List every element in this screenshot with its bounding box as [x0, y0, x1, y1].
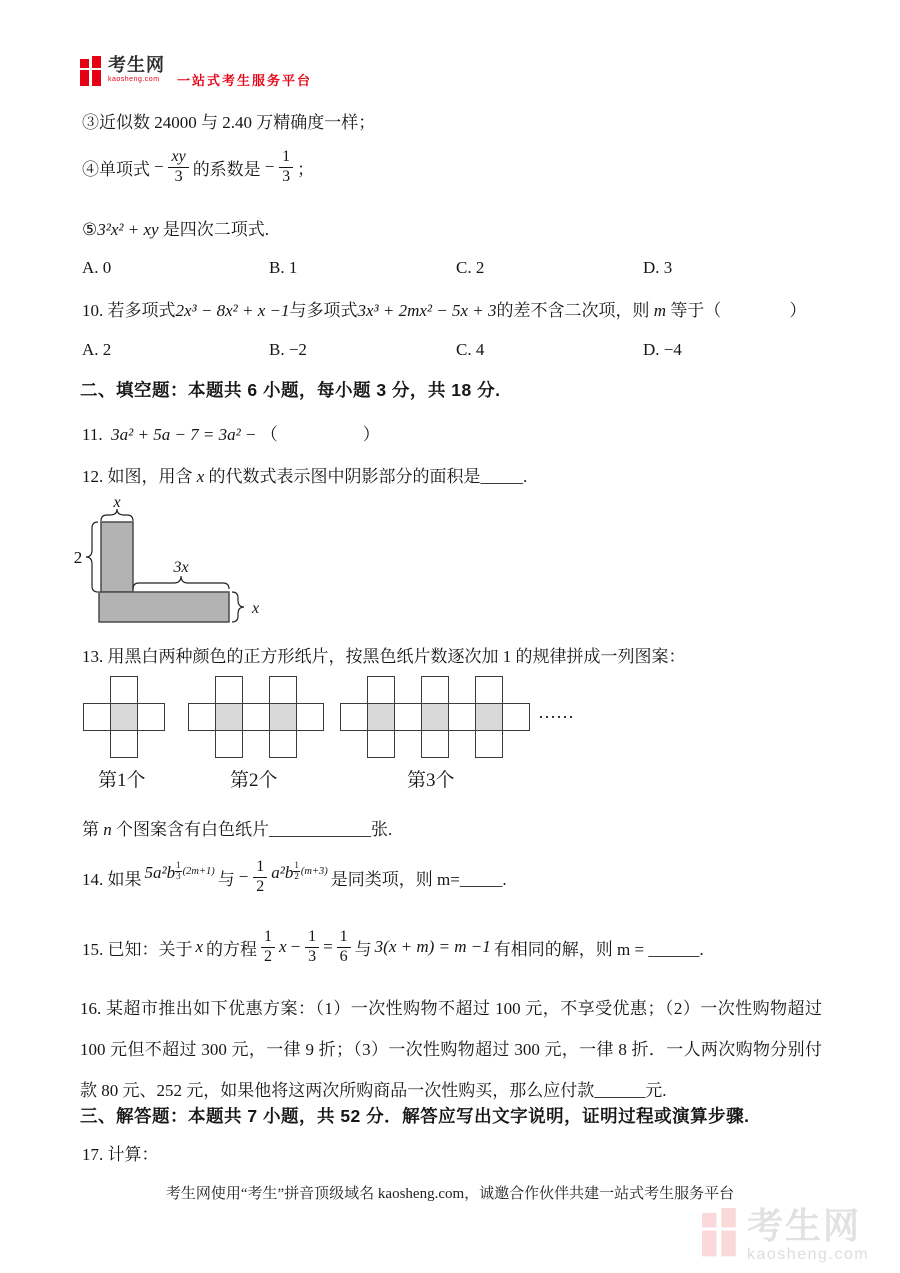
q15-pre: 15. 已知：关于 — [82, 939, 193, 959]
white-paper-cell — [110, 676, 138, 704]
q15-fraction-13 — [305, 928, 319, 966]
q14-term1 — [144, 860, 215, 891]
q10-option-a: A. 2 — [82, 340, 112, 359]
q10-mvar: m — [653, 301, 667, 320]
q14-term2-base: a²b — [271, 863, 294, 883]
exp-fraction — [175, 861, 182, 881]
frac-denominator: 3 — [174, 167, 183, 185]
white-paper-cell — [367, 676, 395, 704]
q9-option-d: D. 3 — [643, 258, 673, 277]
q9-s5-pre: ⑤ — [82, 220, 98, 239]
q13-nvar: n — [103, 820, 112, 839]
q9-s4-fraction-13 — [279, 148, 293, 186]
q15-mid1: 的方程 — [206, 939, 258, 959]
mid-brace — [133, 576, 229, 589]
q9-s4-minus: − — [153, 157, 165, 176]
q15-x2: x — [279, 937, 287, 956]
q14-post: 是同类项，则 m=_____. — [330, 869, 507, 889]
q14-term1-base: 5a²b — [144, 863, 176, 883]
q9-option-c: C. 2 — [456, 258, 485, 277]
white-paper-cell — [215, 676, 243, 704]
q14-minus: − — [237, 867, 250, 886]
q10-mid: 与多项式 — [289, 301, 358, 320]
q10-tail: 等于（ — [670, 301, 722, 320]
q9-s5-math: 3²x² + xy — [97, 220, 159, 239]
exp-tail: (2m+1) — [182, 865, 215, 877]
q9-statement-5 — [82, 215, 269, 240]
white-paper-cell — [242, 703, 270, 731]
white-paper-cell — [110, 730, 138, 758]
q9-s4-pre: ④单项式 — [82, 159, 150, 179]
frac-denominator: 3 — [282, 167, 291, 185]
q11-paren-open: （ — [260, 425, 278, 444]
white-paper-cell — [83, 703, 111, 731]
q11-stem — [82, 420, 380, 445]
frac-numerator: 1 — [261, 928, 275, 947]
watermark-logo — [702, 1205, 870, 1263]
frac-numerator: 1 — [337, 928, 351, 947]
watermark-text-block — [747, 1205, 870, 1263]
white-paper-cell — [269, 676, 297, 704]
q11-paren-close: ） — [362, 425, 380, 444]
q11-equation: 3a² + 5a − 7 = 3a² − — [111, 425, 257, 444]
q13-pattern1-label: 第1个 — [98, 770, 146, 791]
q9-s4-end: ； — [297, 159, 315, 179]
logo-text-block — [108, 56, 165, 83]
q10-post: 的差不含二次项，则 — [496, 301, 650, 320]
q9-s4-mid: 的系数是 — [192, 159, 261, 179]
q13-pattern-1 — [83, 676, 165, 758]
q9-statement-4 — [82, 142, 314, 192]
white-paper-cell — [448, 703, 476, 731]
q10-answer-gap — [721, 301, 789, 320]
q9-s4-minus2: − — [263, 157, 276, 176]
frac-numerator: 1 — [253, 858, 267, 877]
white-paper-cell — [188, 703, 216, 731]
q12-shaded-area-figure — [66, 495, 346, 640]
frac-denominator: 6 — [339, 947, 348, 965]
q15-fraction-12 — [261, 928, 275, 966]
q14-mid: 与 — [217, 869, 235, 889]
q12-xvar: x — [196, 467, 205, 486]
white-paper-cell — [269, 730, 297, 758]
exp-tail: (m+3) — [300, 865, 328, 877]
q17-stem: 17. 计算： — [82, 1145, 159, 1164]
frac-numerator: 1 — [294, 860, 299, 871]
q10-poly1: 2x³ − 8x² + x −1 — [175, 301, 290, 320]
q13-blank-line — [82, 815, 392, 840]
q15-xvar: x — [195, 937, 204, 956]
q14-pre: 14. 如果 — [82, 869, 142, 889]
q13-pattern3-label: 第3个 — [407, 770, 455, 791]
right-brace — [232, 592, 244, 622]
q15-equation2: 3(x + m) = m −1 — [374, 937, 491, 956]
q13-pattern-2 — [188, 676, 324, 758]
white-paper-cell — [215, 730, 243, 758]
black-paper-cell — [421, 703, 449, 731]
q14-term1-exponent — [175, 861, 215, 881]
q15-equals: = — [323, 937, 333, 956]
watermark-domain-text: kaosheng.com — [747, 1246, 870, 1263]
q15-minus: − — [289, 937, 302, 956]
q16-stem: 16. 某超市推出如下优惠方案：（1）一次性购物不超过 100 元，不享受优惠；（2）一次性购物超过 100 元但不超过 300 元，一律 9 折；（3）一次性购物超过 300 元，一律 8 折．一人两次购物分别付款 80 元、252 元，如果他将这两次所购商品一次性购买，那么应付款______元. — [80, 999, 822, 1100]
q13-pattern-3 — [340, 676, 530, 758]
black-paper-cell — [215, 703, 243, 731]
frac-denominator: 2 — [264, 947, 273, 965]
q10-option-c: C. 4 — [456, 340, 485, 359]
q9-option-a: A. 0 — [82, 258, 112, 277]
footer-text: 考生网使用“考生”拼音顶级域名 kaosheng.com，诚邀合作伙伴共建一站式考生服务平台 — [165, 1186, 735, 1202]
frac-denominator: 3 — [176, 870, 181, 881]
section3-title: 三、解答题：本题共 7 小题，共 52 分．解答应写出文字说明，证明过程或演算步骤. — [80, 1106, 750, 1126]
dim-label-right-x: x — [252, 600, 260, 617]
frac-numerator: 1 — [305, 928, 319, 947]
white-paper-cell — [296, 703, 324, 731]
q11-number: 11. — [82, 425, 103, 444]
q15-post: 有相同的解，则 m = ______. — [493, 939, 704, 959]
black-paper-cell — [269, 703, 297, 731]
left-brace — [86, 522, 98, 592]
q14-term2-exponent — [293, 861, 327, 881]
dim-label-top-x: x — [113, 495, 121, 511]
q15-mid2: 与 — [354, 939, 372, 959]
white-paper-cell — [475, 676, 503, 704]
logo-domain-text: kaosheng.com — [108, 76, 160, 83]
vertical-shaded-rect — [101, 522, 133, 592]
horizontal-shaded-rect — [99, 592, 229, 622]
frac-denominator: 2 — [294, 870, 299, 881]
q10-close: ） — [789, 301, 807, 320]
q15-stem — [82, 922, 704, 972]
watermark-brand-text: 考生网 — [747, 1205, 862, 1246]
q11-answer-gap — [278, 425, 363, 444]
q9-option-b: B. 1 — [269, 258, 298, 277]
q13-ellipsis: …… — [538, 702, 574, 722]
dim-label-left-2: 2 — [73, 548, 83, 567]
q12-post: 的代数式表示图中阴影部分的面积是_____. — [208, 467, 528, 486]
q10-option-d: D. −4 — [643, 340, 682, 359]
frac-denominator: 2 — [256, 877, 265, 895]
kaosheng-logo-icon — [80, 56, 103, 87]
q14-stem — [82, 850, 507, 904]
black-paper-cell — [475, 703, 503, 731]
frac-numerator: xy — [168, 148, 188, 167]
q14-term2 — [271, 860, 328, 891]
white-paper-cell — [421, 676, 449, 704]
q9-s5-post: 是四次二项式. — [162, 220, 270, 239]
frac-numerator: 1 — [279, 148, 293, 167]
logo-tagline-text: 一站式考生服务平台 — [177, 73, 313, 88]
q13-tail-post: 个图案含有白色纸片____________张. — [116, 820, 393, 839]
dim-label-mid-3x: 3x — [173, 559, 189, 576]
black-paper-cell — [367, 703, 395, 731]
white-paper-cell — [421, 730, 449, 758]
q9-statement-3: ③近似数 24000 与 2.40 万精确度一样； — [82, 113, 376, 132]
white-paper-cell — [340, 703, 368, 731]
frac-denominator: 3 — [308, 947, 317, 965]
q13-tail-pre: 第 — [82, 820, 99, 839]
q10-pre: 10. 若多项式 — [82, 301, 176, 320]
section2-title: 二、填空题：本题共 6 小题，每小题 3 分，共 18 分. — [80, 380, 501, 400]
white-paper-cell — [367, 730, 395, 758]
q12-pre: 12. 如图，用含 — [82, 467, 193, 486]
q9-s4-fraction-xy3 — [168, 148, 188, 186]
white-paper-cell — [475, 730, 503, 758]
frac-numerator: 1 — [176, 860, 181, 871]
q10-stem — [82, 296, 806, 321]
white-paper-cell — [394, 703, 422, 731]
exp-fraction — [293, 861, 300, 881]
watermark-icon — [702, 1208, 739, 1258]
white-paper-cell — [502, 703, 530, 731]
q13-stem: 13. 用黑白两种颜色的正方形纸片，按黑色纸片数逐次加 1 的规律拼成一列图案： — [82, 647, 686, 666]
q10-option-b: B. −2 — [269, 340, 307, 359]
white-paper-cell — [137, 703, 165, 731]
q15-fraction-16 — [337, 928, 351, 966]
black-paper-cell — [110, 703, 138, 731]
site-logo — [80, 56, 312, 89]
q14-coeff-fraction — [253, 858, 267, 896]
q10-poly2: 3x³ + 2mx² − 5x + 3 — [357, 301, 497, 320]
q13-pattern2-label: 第2个 — [230, 770, 278, 791]
q12-stem — [82, 462, 527, 487]
logo-brand-text: 考生网 — [108, 55, 165, 75]
